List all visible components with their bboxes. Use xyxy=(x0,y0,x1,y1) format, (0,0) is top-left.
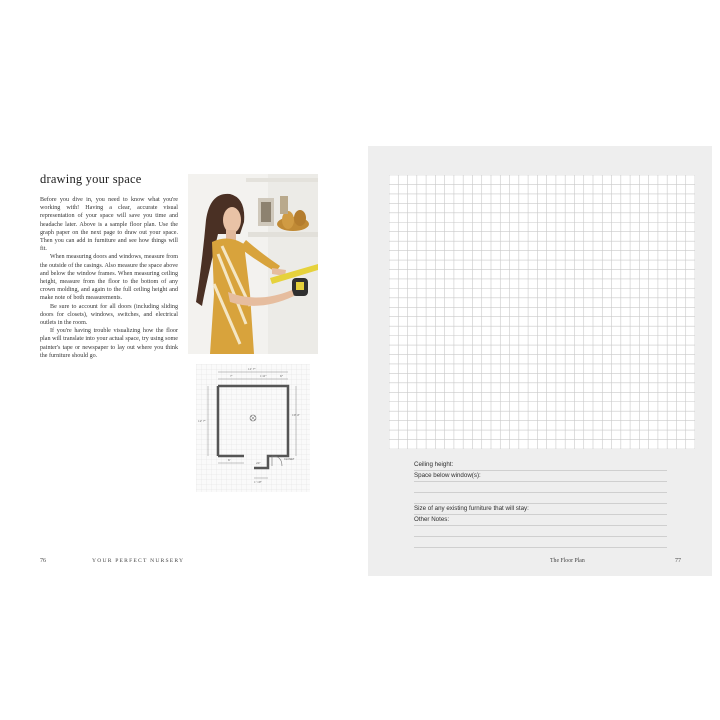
note-line-blank xyxy=(414,493,667,504)
note-label: Other Notes: xyxy=(414,516,450,523)
body-text xyxy=(40,196,178,360)
page-number: 76 xyxy=(40,558,46,564)
note-label: Ceiling height: xyxy=(414,461,454,468)
dim-label: 1'-6" xyxy=(260,374,267,378)
right-page xyxy=(368,146,712,576)
photo-illustration xyxy=(188,174,318,354)
paragraph: Before you dive in, you need to know what you're working with! Having a clear, accurate visual representation of your space will save you time and headache later. Above is a sample floor plan. Use the graph paper on the next page to draw out your space. Then you can add in furniture and see how things will fit. xyxy=(40,197,178,253)
note-line-space-below-windows xyxy=(414,471,667,482)
dim-label: 7' xyxy=(230,374,233,378)
note-line-blank xyxy=(414,526,667,537)
note-line-ceiling-height xyxy=(414,460,667,471)
note-line-other-notes xyxy=(414,515,667,526)
note-line-existing-furniture xyxy=(414,504,667,515)
closet-label: CLOSET xyxy=(284,458,295,461)
note-line-blank xyxy=(414,537,667,548)
running-title: The Floor Plan xyxy=(550,558,585,564)
dim-label: 1' 10" xyxy=(254,480,262,484)
paragraph: Be sure to account for all doors (including sliding doors for closets), windows, switches, and electrical outlets in the room. xyxy=(40,303,178,327)
notes-section xyxy=(414,460,667,548)
note-label: Size of any existing furniture that will stay: xyxy=(414,505,529,512)
page-title: drawing your space xyxy=(40,172,142,186)
dim-label: 12' 7" xyxy=(198,419,206,423)
graph-paper-grid xyxy=(389,175,695,449)
dim-label: 11' 7" xyxy=(248,367,256,371)
sample-floor-plan xyxy=(196,364,310,492)
dim-label: 10' 4" xyxy=(292,413,300,417)
dim-label: 6' xyxy=(228,458,231,462)
page-number: 77 xyxy=(675,558,681,564)
note-line-blank xyxy=(414,482,667,493)
left-page xyxy=(8,148,360,576)
running-title: YOUR PERFECT NURSERY xyxy=(92,558,185,564)
paragraph: When measuring doors and windows, measure from the outside of the casings. Also measure the space above and below the window frames. When measuring ceiling height, measure from the floor to the bottom of any crown molding, and again to the full ceiling height and make note of both measurements. xyxy=(40,254,178,302)
floor-plan-drawing xyxy=(196,364,310,492)
note-label: Space below window(s): xyxy=(414,472,481,479)
photo-woman-measuring-wall xyxy=(188,174,318,354)
dim-label: 6" xyxy=(280,374,284,378)
dim-label: 24" xyxy=(256,461,261,465)
paragraph: If you're having trouble visualizing how the floor plan will translate into your actual space, try using some painter's tape or newspaper to lay out where you think the furniture should go. xyxy=(40,328,178,359)
